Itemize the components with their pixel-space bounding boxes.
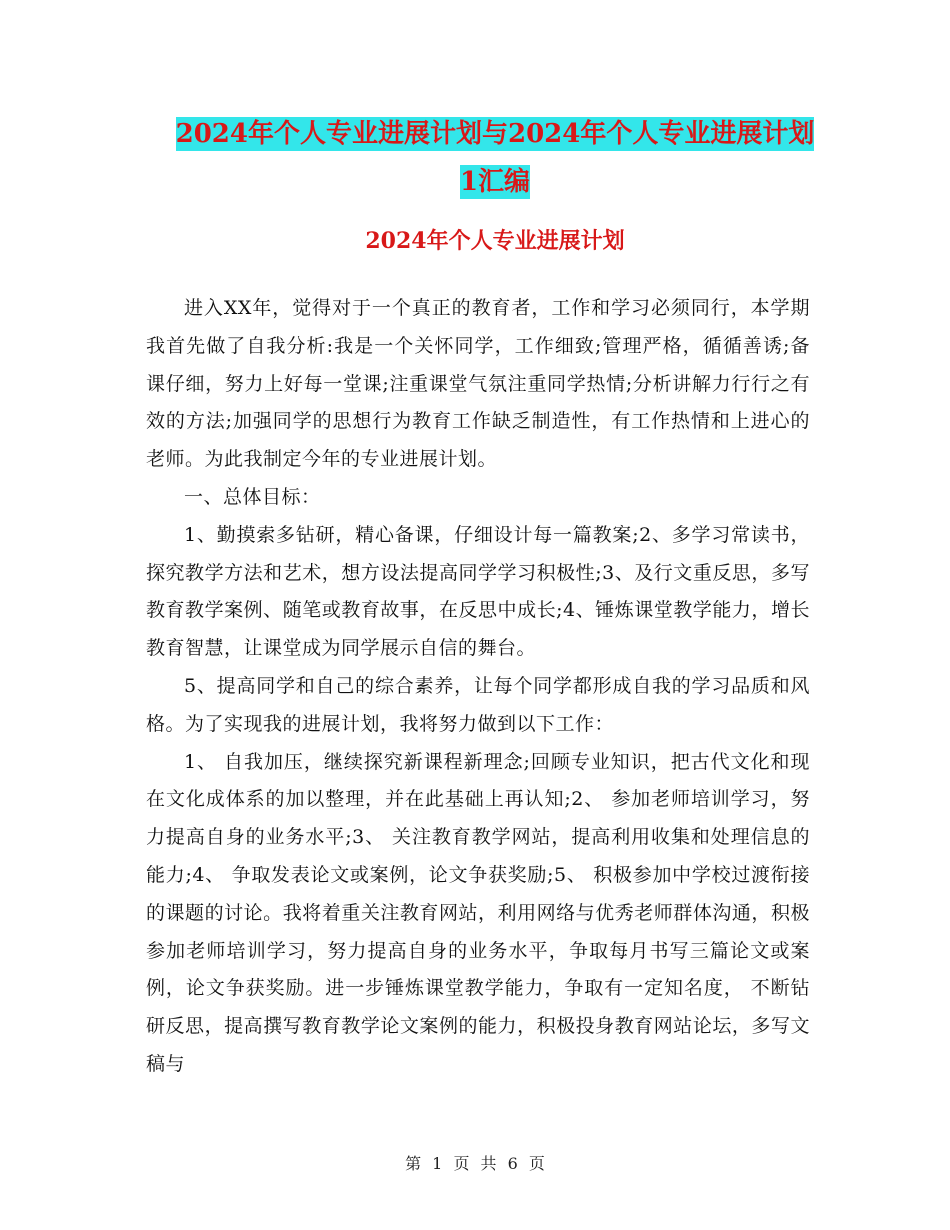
paragraph-heading-goals: 一、总体目标： xyxy=(184,485,321,508)
paragraph-goal-5: 5、提高同学和自己的综合素养，让每个同学都形成自我的学习品质和风格。为了实现我的进展计划，我将努力做到以下工作： xyxy=(146,674,810,735)
section-title: 2024年个人专业进展计划 xyxy=(365,228,625,254)
paragraph-work-plan: 1、 自我加压，继续探究新课程新理念;回顾专业知识，把古代文化和现在文化成体系的加以整理，并在此基础上再认知;2、 参加老师培训学习，努力提高自身的业务水平;3、 关注教育教学网站，提高利用收集和处理信息的能力;4、 争取发表论文或案例，论文争获奖励;5、 积极参加中学校过渡衔接的课题的讨论。我将着重关注教育网站，利用网络与优秀老师群体沟通，积极参加老师培训学习，努力提高自身的业务水平，争取每月书写三篇论文或案例，论文争获奖励。进一步锤炼课堂教学能力，争取有一定知名度， 不断钻研反思，提高撰写教育教学论文案例的能力，积极投身教育网站论坛，多写文稿与 xyxy=(146,750,810,1075)
paragraph-goals-1-4: 1、勤摸索多钻研，精心备课，仔细设计每一篇教案;2、多学习常读书，探究教学方法和艺术，想方设法提高同学学习积极性;3、及行文重反思，多写教育教学案例、随笔或教育故事，在反思中成长;4、锤炼课堂教学能力，增长教育智慧，让课堂成为同学展示自信的舞台。 xyxy=(146,523,810,660)
document-title xyxy=(140,110,850,206)
document-title-line-1: 2024年个人专业进展计划与2024年个人专业进展计划 xyxy=(175,119,815,149)
document-title-line-2: 1汇编 xyxy=(459,167,531,197)
page-number-footer: 第 1 页 共 6 页 xyxy=(405,1154,545,1173)
document-body xyxy=(146,290,810,1084)
paragraph-intro: 进入XX年，觉得对于一个真正的教育者，工作和学习必须同行，本学期我首先做了自我分析:我是一个关怀同学，工作细致;管理严格，循循善诱;备课仔细，努力上好每一堂课;注重课堂气氛注重同学热情;分析讲解力行行之有效的方法;加强同学的思想行为教育工作缺乏制造性，有工作热情和上进心的老师。为此我制定今年的专业进展计划。 xyxy=(146,297,810,471)
